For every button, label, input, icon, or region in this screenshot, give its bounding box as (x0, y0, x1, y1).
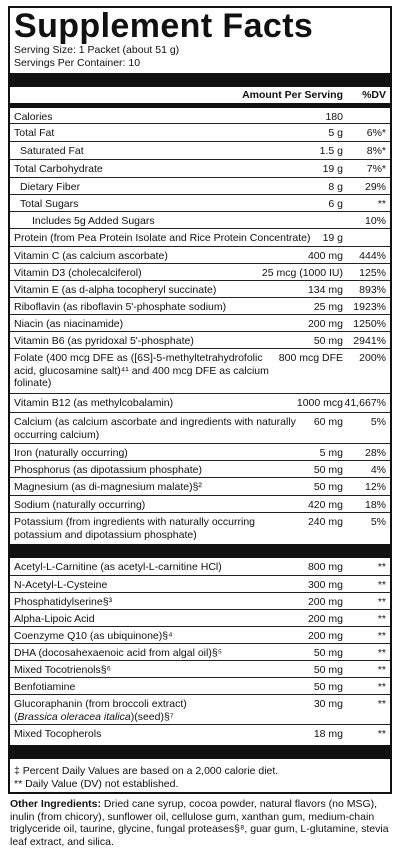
nutrient-dv: 444% (359, 250, 386, 262)
nutrient-amount: 5 mg (319, 447, 343, 459)
ingredient-row (10, 661, 390, 678)
nutrient-dv: 6%* (366, 127, 386, 139)
amount-header: Amount Per Serving (242, 89, 343, 101)
ingredient-amount: 30 mg (313, 698, 343, 710)
nutrient-name: Folate (400 mcg DFE as ([6S]-5-methyltetrahydrofolic acid, glucosamine salt)⁴¹ and 400 mcg DFE as calcium folinate) (14, 352, 269, 389)
nutrient-dv: ** (377, 198, 386, 210)
nutrient-amount: 400 mg (307, 250, 343, 262)
ingredient-name: DHA (docosahexaenoic acid from algal oil)§⁵ (14, 647, 223, 659)
nutrient-dv: 29% (364, 181, 386, 193)
ingredient-dv: ** (377, 698, 386, 710)
footnote-dv-not-established: ** Daily Value (DV) not established. (14, 777, 179, 790)
nutrient-row (10, 264, 390, 281)
nutrient-amount: 240 mg (307, 516, 343, 528)
ingredient-dv: ** (377, 681, 386, 693)
ingredient-row (10, 644, 390, 661)
nutrient-row (10, 478, 390, 496)
ingredient-row (10, 610, 390, 627)
nutrient-dv: 1923% (353, 301, 386, 313)
nutrient-row (10, 394, 390, 413)
nutrient-name: Total Carbohydrate (14, 163, 103, 175)
nutrient-row (10, 229, 390, 247)
nutrient-amount: 19 g (322, 163, 343, 175)
ingredient-dv: ** (377, 630, 386, 642)
nutrient-amount: 1000 mcg (296, 397, 343, 409)
nutrient-dv: 7%* (366, 163, 386, 175)
nutrient-dv: 28% (364, 447, 386, 459)
nutrient-dv: 893% (359, 284, 386, 296)
ingredient-amount: 200 mg (307, 630, 343, 642)
brassica-open: ( (14, 710, 18, 723)
other-ingredients-label: Other Ingredients: (10, 798, 102, 810)
nutrient-name: Includes 5g Added Sugars (32, 215, 155, 227)
bottom-divider (10, 745, 390, 759)
nutrient-name: Vitamin D3 (cholecalciferol) (14, 267, 142, 279)
ingredient-amount: 50 mg (313, 681, 343, 693)
nutrient-row (10, 281, 390, 298)
nutrient-row (10, 315, 390, 332)
nutrient-amount: 1.5 g (319, 145, 343, 157)
ingredient-dv: ** (377, 579, 386, 591)
ingredient-row (10, 627, 390, 644)
nutrient-row (10, 496, 390, 513)
ingredient-row (10, 576, 390, 593)
nutrient-row (10, 298, 390, 315)
dv-header: %DV (362, 89, 386, 101)
ingredient-amount: 50 mg (313, 664, 343, 676)
nutrient-name: Vitamin B6 (as pyridoxal 5'-phosphate) (14, 335, 194, 347)
nutrient-amount: 25 mcg (1000 IU) (261, 267, 343, 279)
nutrient-row (10, 413, 390, 444)
nutrient-amount: 134 mg (307, 284, 343, 296)
nutrient-name: Vitamin C (as calcium ascorbate) (14, 250, 168, 262)
ingredient-amount: 800 mg (307, 561, 343, 573)
nutrient-name: Phosphorus (as dipotassium phosphate) (14, 464, 202, 476)
ingredient-row (10, 558, 390, 576)
other-ingredients-text: Dried cane syrup, cocoa powder, natural flavors (no MSG), inulin (from chicory), sunflower oil, cellulose gum, xanthan gum, medium-chain triglyceride oil, taurine, glycine, fungal proteases§⁸, guar gum, L-glutamine, stevia leaf extract, and silica. (10, 798, 389, 848)
ingredient-dv: ** (377, 596, 386, 608)
nutrient-row (10, 349, 390, 394)
ingredient-row (10, 695, 390, 725)
section-divider (10, 544, 390, 558)
panel-title: Supplement Facts (14, 7, 314, 45)
nutrient-amount: 200 mg (307, 318, 343, 330)
ingredient-dv: ** (377, 647, 386, 659)
nutrient-row (10, 212, 390, 229)
ingredient-row (10, 725, 390, 745)
nutrient-dv: 4% (370, 464, 386, 476)
nutrient-name: Magnesium (as di-magnesium malate)§² (14, 481, 202, 493)
nutrient-name: Total Sugars (20, 198, 79, 210)
nutrient-row (10, 247, 390, 264)
nutrient-row (10, 195, 390, 212)
nutrient-amount: 420 mg (307, 499, 343, 511)
nutrient-name: Riboflavin (as riboflavin 5'-phosphate sodium) (14, 301, 227, 313)
nutrient-dv: 12% (364, 481, 386, 493)
ingredient-name (14, 698, 187, 723)
ingredient-amount: 50 mg (313, 647, 343, 659)
nutrient-dv: 8%* (366, 145, 386, 157)
nutrient-name: Dietary Fiber (20, 181, 81, 193)
ingredient-name: Acetyl-L-Carnitine (as acetyl-L-carnitine HCl) (14, 561, 222, 573)
nutrient-name: Protein (from Pea Protein Isolate and Rice Protein Concentrate) (14, 232, 311, 244)
nutrient-amount: 50 mg (313, 464, 343, 476)
ingredient-dv: ** (377, 561, 386, 573)
nutrient-row (10, 332, 390, 349)
nutrient-name: Niacin (as niacinamide) (14, 318, 124, 330)
nutrient-row (10, 513, 390, 544)
nutrient-name: Saturated Fat (20, 145, 84, 157)
ingredient-row (10, 593, 390, 610)
nutrient-row (10, 160, 390, 178)
ingredient-name: N-Acetyl-L-Cysteine (14, 579, 108, 591)
nutrient-amount: 50 mg (313, 335, 343, 347)
nutrient-dv: 125% (359, 267, 386, 279)
column-header (10, 87, 390, 103)
nutrient-name: Calcium (as calcium ascorbate and ingredients with naturally occurring calcium) (14, 416, 296, 441)
nutrient-dv: 2941% (353, 335, 386, 347)
ingredient-dv: ** (377, 728, 386, 740)
other-ingredients (10, 798, 394, 848)
nutrient-amount: 25 mg (313, 301, 343, 313)
ingredient-name: Mixed Tocopherols (14, 728, 102, 740)
nutrient-row (10, 142, 390, 160)
nutrient-amount: 6 g (328, 198, 343, 210)
nutrient-dv: 18% (364, 499, 386, 511)
nutrient-name: Potassium (from ingredients with naturally occurring potassium and dipotassium phosphate) (14, 516, 256, 541)
nutrient-amount: 8 g (328, 181, 343, 193)
nutrient-row (10, 108, 390, 124)
nutrient-name: Calories (14, 111, 53, 123)
nutrient-name: Vitamin B12 (as methylcobalamin) (14, 397, 174, 409)
nutrient-dv: 41,667% (344, 397, 386, 409)
nutrient-row (10, 178, 390, 195)
nutrient-amount: 19 g (322, 232, 343, 244)
nutrient-amount: 60 mg (313, 416, 343, 428)
ingredient-amount: 18 mg (313, 728, 343, 740)
footnotes (10, 759, 390, 790)
nutrient-dv: 5% (370, 416, 386, 428)
servings-per-container: Servings Per Container: 10 (14, 57, 141, 69)
glucoraphanin-label: Glucoraphanin (from broccoli extract) (14, 698, 187, 710)
ingredient-name: Alpha-Lipoic Acid (14, 613, 95, 625)
footnote-dv-basis: ‡ Percent Daily Values are based on a 2,000 calorie diet. (14, 765, 279, 777)
nutrient-amount: 50 mg (313, 481, 343, 493)
nutrient-name: Total Fat (14, 127, 55, 139)
supplement-facts-panel (8, 6, 392, 794)
nutrient-dv: 200% (359, 352, 386, 364)
nutrient-dv: 5% (370, 516, 386, 528)
serving-size: Serving Size: 1 Packet (about 51 g) (14, 44, 180, 56)
ingredient-amount: 200 mg (307, 613, 343, 625)
ingredient-name: Benfotiamine (14, 681, 76, 693)
ingredient-dv: ** (377, 664, 386, 676)
nutrient-row (10, 444, 390, 461)
ingredient-dv: ** (377, 613, 386, 625)
nutrient-amount: 5 g (328, 127, 343, 139)
nutrient-dv: 10% (364, 215, 386, 227)
brassica-latin-name: Brassica oleracea italica (17, 710, 131, 723)
nutrient-amount: 180 (325, 111, 343, 123)
nutrient-row (10, 461, 390, 478)
ingredient-amount: 300 mg (307, 579, 343, 591)
ingredient-amount: 200 mg (307, 596, 343, 608)
nutrient-name: Sodium (naturally occurring) (14, 499, 146, 511)
ingredient-name: Phosphatidylserine§³ (14, 596, 113, 608)
ingredient-name: Mixed Tocotrienols§⁶ (14, 664, 111, 676)
thick-divider (10, 73, 390, 87)
ingredient-row (10, 678, 390, 695)
nutrient-dv: 1250% (353, 318, 386, 330)
brassica-suffix: )(seed)§⁷ (130, 710, 174, 723)
nutrient-amount: 800 mcg DFE (278, 352, 343, 364)
nutrient-name: Vitamin E (as d-alpha tocopheryl succinate) (14, 284, 217, 296)
nutrient-name: Iron (naturally occurring) (14, 447, 128, 459)
ingredient-name: Coenzyme Q10 (as ubiquinone)§⁴ (14, 630, 173, 642)
nutrient-row (10, 124, 390, 142)
